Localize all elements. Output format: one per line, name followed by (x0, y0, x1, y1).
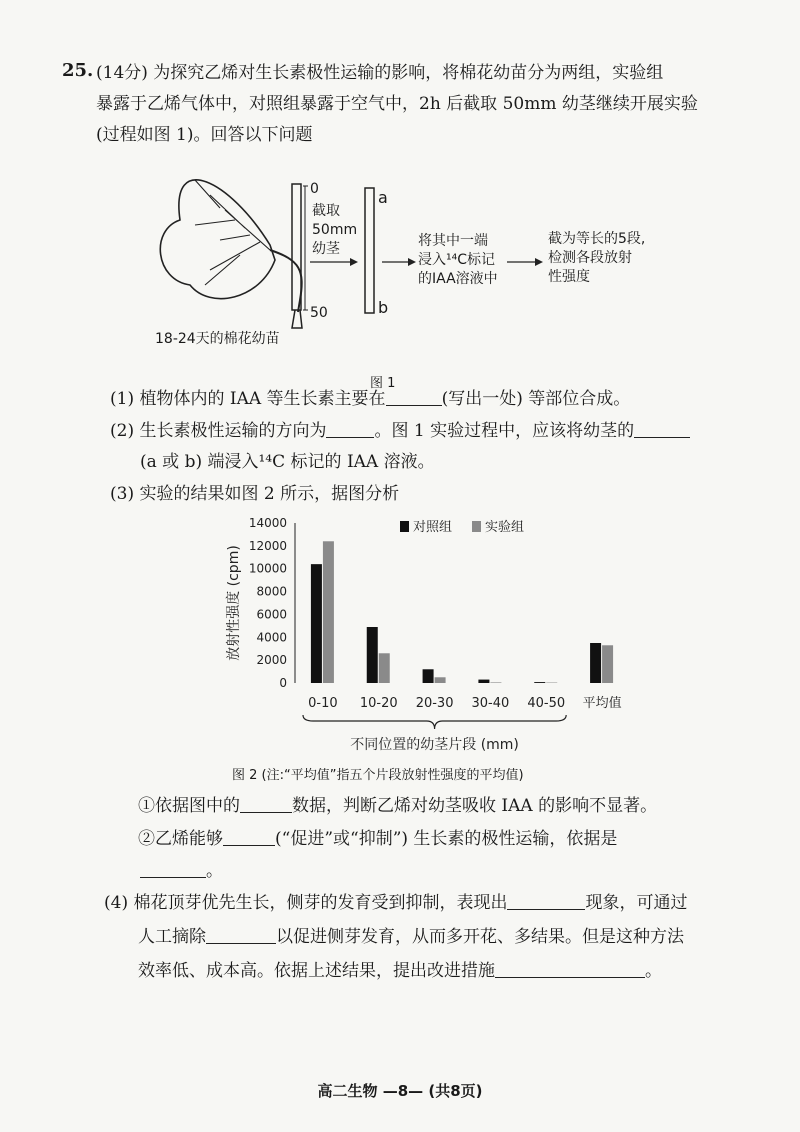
bar-control (534, 682, 545, 683)
q2-line-1 (110, 420, 690, 442)
q4-line-3 (138, 960, 662, 982)
x-tick-label: 30-40 (471, 696, 510, 711)
y-tick-label: 4000 (256, 630, 287, 645)
answer-blank-q4a[interactable] (507, 893, 585, 910)
intro-line: 暴露于乙烯气体中，对照组暴露于空气中，2h 后截取 50mm 幼茎继续开展实验 (96, 94, 698, 114)
q2-line-2: (a 或 b) 端浸入¹⁴C 标记的 IAA 溶液。 (140, 452, 435, 472)
answer-blank-q2a[interactable] (326, 421, 374, 438)
bar-control (367, 627, 378, 683)
step1-line: 幼茎 (312, 241, 340, 257)
q3-2-text-c: 。 (206, 861, 223, 881)
step3-line: 截为等长的5段, (548, 231, 646, 247)
legend-label: 实验组 (485, 520, 525, 535)
answer-blank-q3-2[interactable] (223, 829, 275, 846)
q1-line (110, 388, 630, 410)
y-tick-label: 12000 (248, 538, 287, 553)
scale-top-label: 0 (310, 181, 319, 197)
q1-text-a: (1) 植物体内的 IAA 等生长素主要在 (110, 389, 386, 409)
legend-swatch (472, 521, 481, 532)
q4-line-1 (104, 892, 687, 914)
root-icon (292, 310, 302, 328)
step1-line: 50mm (312, 222, 358, 238)
figure-2-bar-chart (210, 505, 640, 765)
y-axis-label: 放射性强度 (cpm) (226, 545, 242, 661)
category-brace (303, 715, 566, 729)
question-number: 25. (62, 60, 94, 81)
figure-1-caption: 图 1 (370, 376, 396, 391)
answer-blank-q4c[interactable] (495, 961, 645, 978)
x-tick-label: 20-30 (415, 696, 454, 711)
answer-blank-q2b[interactable] (634, 421, 690, 438)
question-intro (96, 58, 756, 151)
bar-experimental (490, 682, 501, 683)
y-tick-label: 8000 (256, 584, 287, 599)
bar-experimental (323, 541, 334, 683)
scale-bottom-label: 50 (310, 305, 328, 321)
q4-text-c: 人工摘除 (138, 927, 206, 947)
q4-text-e: 效率低、成本高。依据上述结果，提出改进措施 (138, 961, 495, 981)
q3-line: (3) 实验的结果如图 2 所示，据图分析 (110, 484, 400, 504)
x-tick-label: 10-20 (359, 696, 398, 711)
q1-text-b: (写出一处) 等部位合成。 (441, 389, 631, 409)
step2-text (418, 232, 498, 289)
x-tick-label: 40-50 (527, 696, 566, 711)
bar-control (311, 564, 322, 683)
answer-blank-q1[interactable] (386, 389, 442, 406)
intro-line: (14分) 为探究乙烯对生长素极性运输的影响，将棉花幼苗分为两组，实验组 (96, 63, 664, 83)
bar-control (423, 669, 434, 683)
q3-2-line (138, 828, 617, 850)
step2-line: 浸入¹⁴C标记 (418, 252, 495, 268)
q3-1-line (138, 795, 657, 817)
step3-text (548, 230, 645, 287)
q4-text-a: (4) 棉花顶芽优先生长，侧芽的发育受到抑制，表现出 (104, 893, 508, 913)
q4-line-2 (138, 926, 684, 948)
step1-line: 截取 (312, 203, 340, 219)
q4-text-d: 以促进侧芽发育，从而多开花、多结果。但是这种方法 (276, 927, 684, 947)
seedling-label: 18-24天的棉花幼苗 (155, 331, 280, 347)
excised-stem-icon (365, 188, 374, 313)
q3-1-text-a: ①依据图中的 (138, 796, 240, 816)
x-tick-label: 平均值 (582, 696, 622, 711)
q2-text-a: (2) 生长素极性运输的方向为 (110, 421, 327, 441)
step3-line: 性强度 (548, 269, 590, 285)
figure-1 (150, 150, 670, 365)
answer-blank-q4b[interactable] (206, 927, 276, 944)
q2-text-b: 。图 1 实验过程中，应该将幼茎的 (374, 421, 635, 441)
legend-label: 对照组 (413, 520, 453, 535)
step2-line: 的IAA溶液中 (418, 271, 498, 287)
bar-control (478, 680, 489, 683)
bar-experimental (602, 645, 613, 683)
answer-blank-q3-1[interactable] (240, 796, 292, 813)
q4-text-b: 现象，可通过 (585, 893, 688, 913)
figure-2-caption: 图 2 (注:“平均值”指五个片段放射性强度的平均值) (232, 768, 524, 783)
end-b-label: b (378, 298, 389, 317)
step3-line: 检测各段放射 (548, 250, 632, 266)
y-tick-label: 10000 (248, 561, 287, 576)
bar-experimental (379, 653, 390, 683)
y-tick-label: 2000 (256, 653, 287, 668)
page-footer: 高二生物 —8— (共8页) (317, 1082, 483, 1100)
q4-text-f: 。 (645, 961, 662, 981)
q3-1-text-b: 数据，判断乙烯对幼茎吸收 IAA 的影响不显著。 (292, 796, 658, 816)
end-a-label: a (378, 188, 388, 207)
q3-2-line-2 (140, 860, 223, 882)
intro-line: (过程如图 1)。回答以下问题 (96, 125, 313, 145)
legend-swatch (400, 521, 409, 532)
bar-control (590, 643, 601, 683)
x-axis-label: 不同位置的幼茎片段 (mm) (350, 737, 519, 753)
x-tick-label: 0-10 (308, 696, 338, 711)
q3-2-text-a: ②乙烯能够 (138, 829, 223, 849)
leaf-veins-icon (195, 180, 270, 285)
step2-line: 将其中一端 (418, 233, 488, 249)
step1-text (312, 202, 357, 259)
bar-experimental (435, 677, 446, 683)
y-tick-label: 14000 (248, 516, 287, 530)
y-tick-label: 0 (279, 676, 287, 690)
q3-2-text-b: (“促进”或“抑制”) 生长素的极性运输，依据是 (275, 829, 618, 849)
stem-icon (292, 184, 301, 310)
answer-blank-q3-2b[interactable] (140, 861, 206, 878)
y-tick-label: 6000 (256, 607, 287, 622)
